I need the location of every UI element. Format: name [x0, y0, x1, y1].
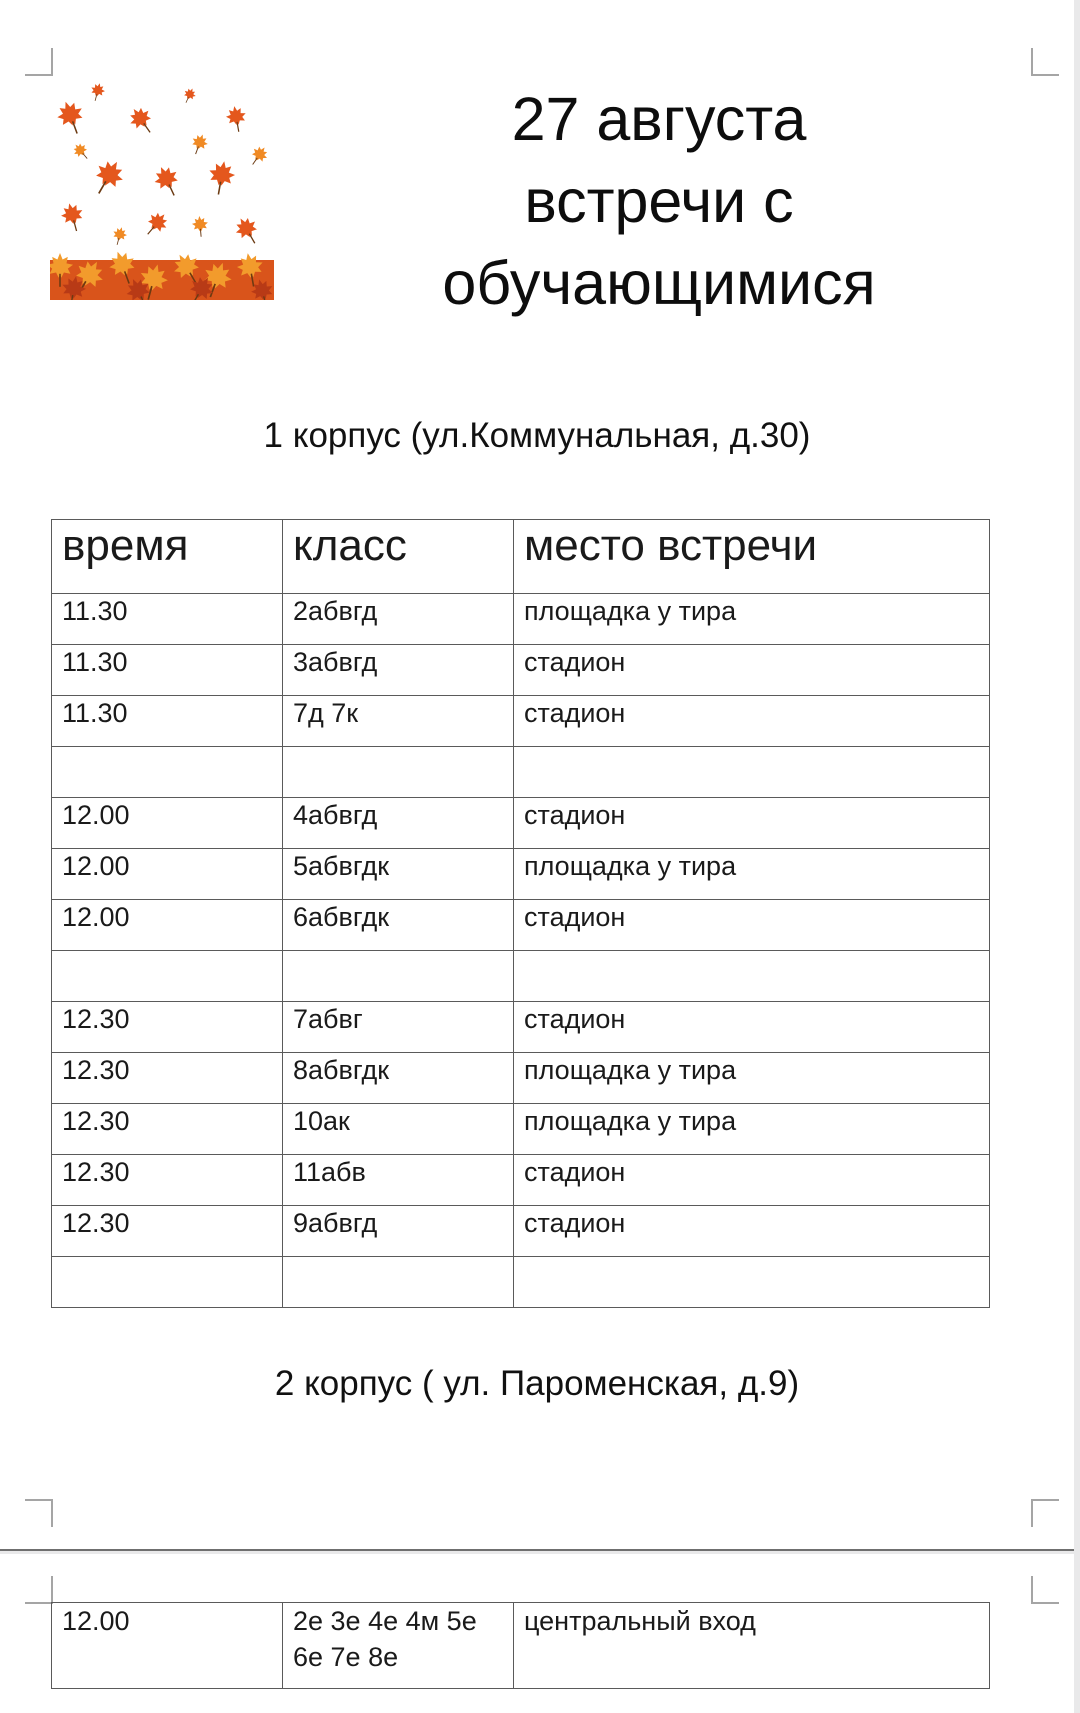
column-header-time: время — [52, 520, 283, 594]
title-line-1: 27 августа — [511, 85, 807, 153]
cell-class: 10ак — [283, 1104, 514, 1155]
table-row — [52, 747, 990, 798]
table-row — [52, 1002, 990, 1053]
cell-time — [52, 951, 283, 1002]
title-line-2: встречи с — [524, 167, 794, 235]
cell-time: 11.30 — [52, 696, 283, 747]
table-row — [52, 594, 990, 645]
title-line-3: обучающимися — [442, 249, 876, 317]
cell-class: 2е 3е 4е 4м 5е 6е 7е 8е — [283, 1603, 514, 1689]
page-separator — [0, 1549, 1074, 1551]
table-row — [52, 849, 990, 900]
cell-class: 7д 7к — [283, 696, 514, 747]
cell-class: 2абвгд — [283, 594, 514, 645]
cell-time — [52, 1257, 283, 1308]
cell-place: площадка у тира — [514, 594, 990, 645]
cell-class: 6абвгдк — [283, 900, 514, 951]
cell-place: стадион — [514, 1155, 990, 1206]
table-row — [52, 1257, 990, 1308]
cell-time: 12.30 — [52, 1206, 283, 1257]
cell-place: стадион — [514, 696, 990, 747]
cell-place: площадка у тира — [514, 1104, 990, 1155]
cell-class — [283, 747, 514, 798]
cell-class: 3абвгд — [283, 645, 514, 696]
building-1-heading: 1 корпус (ул.Коммунальная, д.30) — [263, 416, 811, 455]
cell-place: площадка у тира — [514, 849, 990, 900]
crop-mark-top-right — [1031, 48, 1059, 76]
cell-class: 5абвгдк — [283, 849, 514, 900]
crop-mark-top-right — [1031, 1576, 1059, 1604]
cell-time: 12.30 — [52, 1104, 283, 1155]
building-2-schedule-table — [51, 1602, 990, 1689]
column-header-class: класс — [283, 520, 514, 594]
crop-mark-bottom-right — [1031, 1499, 1059, 1527]
cell-class — [283, 1257, 514, 1308]
cell-place — [514, 1257, 990, 1308]
cell-place: стадион — [514, 1206, 990, 1257]
page-title — [404, 78, 914, 324]
cell-class: 9абвгд — [283, 1206, 514, 1257]
table-row — [52, 1104, 990, 1155]
table-row — [52, 1155, 990, 1206]
cell-place — [514, 747, 990, 798]
cell-time: 11.30 — [52, 594, 283, 645]
cell-time: 12.00 — [52, 900, 283, 951]
crop-mark-top-left — [25, 1576, 53, 1604]
building-1-schedule-table — [51, 519, 990, 1308]
cell-time: 12.00 — [52, 798, 283, 849]
crop-mark-top-left — [25, 48, 53, 76]
table-row — [52, 951, 990, 1002]
building-2-heading: 2 корпус ( ул. Пароменская, д.9) — [274, 1364, 800, 1403]
autumn-leaves-image — [50, 74, 274, 300]
cell-time — [52, 747, 283, 798]
cell-time: 12.30 — [52, 1002, 283, 1053]
leaf-pile — [50, 247, 274, 300]
cell-place — [514, 951, 990, 1002]
cell-time: 12.00 — [52, 1603, 283, 1689]
table-row — [52, 696, 990, 747]
cell-place: стадион — [514, 900, 990, 951]
cell-place: центральный вход — [514, 1603, 990, 1689]
table-row — [52, 900, 990, 951]
cell-class: 7абвг — [283, 1002, 514, 1053]
cell-class: 4абвгд — [283, 798, 514, 849]
cell-class — [283, 951, 514, 1002]
cell-time: 12.00 — [52, 849, 283, 900]
cell-class: 8абвгдк — [283, 1053, 514, 1104]
cell-place: площадка у тира — [514, 1053, 990, 1104]
cell-time: 12.30 — [52, 1155, 283, 1206]
table-row — [52, 1206, 990, 1257]
table-row — [52, 645, 990, 696]
table-header-row — [52, 520, 990, 594]
crop-mark-bottom-left — [25, 1499, 53, 1527]
table-row — [52, 1053, 990, 1104]
column-header-place: место встречи — [514, 520, 990, 594]
table-row — [52, 798, 990, 849]
cell-class: 11абв — [283, 1155, 514, 1206]
cell-place: стадион — [514, 798, 990, 849]
cell-place: стадион — [514, 1002, 990, 1053]
cell-time: 12.30 — [52, 1053, 283, 1104]
table-row — [52, 1603, 990, 1689]
cell-place: стадион — [514, 645, 990, 696]
cell-time: 11.30 — [52, 645, 283, 696]
